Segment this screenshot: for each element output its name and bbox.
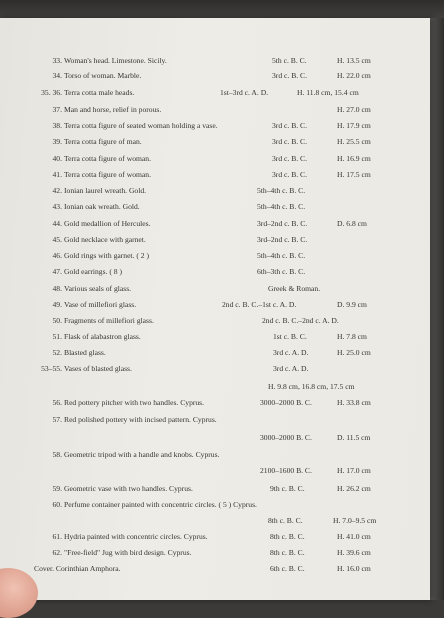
entry-description: Cover. Corinthian Amphora. — [34, 564, 121, 573]
entry-number: 39. — [52, 137, 62, 146]
entry-number: 59. — [52, 484, 62, 493]
entry-date: 6th c. B. C. — [270, 564, 305, 573]
entry-description: Perfume container painted with concentric circles. ( 5 ) Cyprus. — [64, 500, 257, 509]
entry-description: Terra cotta figure of seated woman holding a vase. — [64, 121, 218, 130]
entry-number: 61. — [52, 532, 62, 541]
entry-number: 46. — [52, 251, 62, 260]
entry-date: 3rd c. A. D. — [273, 348, 309, 357]
entry-description: Vase of millefiori glass. — [64, 300, 137, 309]
entry-description: Torso of woman. Marble. — [64, 71, 142, 80]
entry-description: Man and horse, relief in porous. — [64, 105, 162, 114]
entry-description: Hydria painted with concentric circles. Cyprus. — [64, 532, 208, 541]
entry-date: 3rd–2nd c. B. C. — [257, 219, 308, 228]
entry-description: Terra cotta male heads. — [64, 88, 135, 97]
entry-date: 3rd c. B. C. — [272, 121, 308, 130]
entry-number: 52. — [52, 348, 62, 357]
entry-date: 5th c. B. C. — [272, 56, 307, 65]
entry-dimension: H. 7.8 cm — [337, 332, 367, 341]
entry-number: 34. — [52, 71, 62, 80]
entry-description: Various seals of glass. — [64, 284, 132, 293]
entry-description: Ionian laurel wreath. Gold. — [64, 186, 147, 195]
entry-dimension: H. 39.6 cm — [337, 548, 371, 557]
entry-description: Vases of blasted glass. — [64, 364, 132, 373]
entry-date: 5th–4th c. B. C. — [257, 202, 306, 211]
entry-description: "Free-field" Jug with bird design. Cyprus. — [64, 548, 192, 557]
catalogue-entry — [0, 431, 430, 444]
entry-date: 3rd c. A. D. — [273, 364, 309, 373]
catalogue-entry — [0, 298, 430, 311]
entry-description: Flask of alabastron glass. — [64, 332, 141, 341]
catalogue-entry — [0, 482, 430, 495]
catalogue-entry — [0, 86, 430, 99]
entry-date: 1st c. B. C. — [273, 332, 307, 341]
entry-dimension: H. 17.9 cm — [337, 121, 371, 130]
entry-number: 37. — [52, 105, 62, 114]
entry-date: 3rd c. B. C. — [272, 71, 308, 80]
entry-date: 8th c. B. C. — [270, 532, 305, 541]
entry-dimension: H. 25.5 cm — [337, 137, 371, 146]
entry-number: 45. — [52, 235, 62, 244]
catalogue-entry — [0, 498, 430, 511]
entry-number: 57. — [52, 415, 62, 424]
catalogue-entry — [0, 69, 430, 82]
entry-number: 49. — [52, 300, 62, 309]
catalogue-entry — [0, 54, 430, 67]
entry-number: 44. — [52, 219, 62, 228]
entry-dimension: H. 41.0 cm — [337, 532, 371, 541]
entry-description: Gold medallion of Hercules. — [64, 219, 151, 228]
entry-dimension: H. 25.0 cm — [337, 348, 371, 357]
catalogue-entry — [0, 314, 430, 327]
entry-description: Terra cotta figure of woman. — [64, 154, 151, 163]
entry-number: 50. — [52, 316, 62, 325]
catalogue-page — [0, 18, 430, 600]
catalogue-entry — [0, 330, 430, 343]
entry-number: 38. — [52, 121, 62, 130]
entry-date: 3rd c. B. C. — [272, 137, 308, 146]
entry-date: 6th–3th c. B. C. — [257, 267, 306, 276]
entry-dimension: H. 26.2 cm — [337, 484, 371, 493]
entry-dimension: H. 22.0 cm — [337, 71, 371, 80]
entry-dimension: H. 16.9 cm — [337, 154, 371, 163]
entry-description: Geometric tripod with a handle and knobs. Cyprus. — [64, 450, 220, 459]
entry-date: 3000–2000 B. C. — [260, 398, 312, 407]
catalogue-entry — [0, 184, 430, 197]
entry-dimension: H. 17.0 cm — [337, 466, 371, 475]
catalogue-entry — [0, 217, 430, 230]
catalogue-entry — [0, 152, 430, 165]
entry-dimension: H. 11.8 cm, 15.4 cm — [297, 88, 359, 97]
entry-number: 56. — [52, 398, 62, 407]
catalogue-entry — [0, 119, 430, 132]
catalogue-entry — [0, 362, 430, 375]
entry-number: 58. — [52, 450, 62, 459]
entry-date: 9th c. B. C. — [270, 484, 305, 493]
catalogue-entry — [0, 346, 430, 359]
catalogue-entry — [0, 265, 430, 278]
entry-date: 3rd c. B. C. — [272, 170, 308, 179]
catalogue-entry — [0, 200, 430, 213]
catalogue-entry — [0, 464, 430, 477]
entry-number: 48. — [52, 284, 62, 293]
catalogue-entry — [0, 282, 430, 295]
catalogue-entry — [0, 413, 430, 426]
entry-dimension: D. 9.9 cm — [337, 300, 367, 309]
entry-date: 1st–3rd c. A. D. — [220, 88, 269, 97]
entry-description: Fragments of millefiori glass. — [64, 316, 154, 325]
catalogue-entry — [0, 380, 430, 393]
entry-date: 8th c. B. C. — [268, 516, 303, 525]
catalogue-entry — [0, 233, 430, 246]
catalogue-entry — [0, 396, 430, 409]
catalogue-entry — [0, 546, 430, 559]
entry-dimension: H. 27.0 cm — [337, 105, 371, 114]
entry-number: 62. — [52, 548, 62, 557]
entry-date: 5th–4th c. B. C. — [257, 251, 306, 260]
entry-date: 2100–1600 B. C. — [260, 466, 312, 475]
catalogue-entry — [0, 135, 430, 148]
catalogue-entry — [0, 562, 430, 575]
entry-description: Terra cotta figure of woman. — [64, 170, 151, 179]
entry-number: 60. — [52, 500, 62, 509]
entry-date: 2nd c. B. C.–1st c. A. D. — [222, 300, 297, 309]
entry-description: Ionian oak wreath. Gold. — [64, 202, 140, 211]
entry-dimension: H. 33.8 cm — [337, 398, 371, 407]
catalogue-entry — [0, 103, 430, 116]
entry-dimension: D. 11.5 cm — [337, 433, 371, 442]
entry-dimension: H. 7.0–9.5 cm — [333, 516, 377, 525]
entry-description: Blasted glass. — [64, 348, 106, 357]
entry-number: 42. — [52, 186, 62, 195]
entry-date: Greek & Roman. — [268, 284, 321, 293]
entry-number: 51. — [52, 332, 62, 341]
entry-date: H. 9.8 cm, 16.8 cm, 17.5 cm — [268, 382, 355, 391]
entry-date: 3rd c. B. C. — [272, 154, 308, 163]
catalogue-entry — [0, 168, 430, 181]
entry-description: Gold necklace with garnet. — [64, 235, 146, 244]
catalogue-entry — [0, 448, 430, 461]
entry-date: 8th c. B. C. — [270, 548, 305, 557]
entry-number: 43. — [52, 202, 62, 211]
entry-date: 5th–4th c. B. C. — [257, 186, 306, 195]
catalogue-entry — [0, 249, 430, 262]
entry-dimension: H. 16.0 cm — [337, 564, 371, 573]
entry-description: Red polished pottery with incised pattern. Cyprus. — [64, 415, 217, 424]
book-spine-edge — [430, 18, 444, 600]
entry-date: 3000–2000 B. C. — [260, 433, 312, 442]
entry-number: 40. — [52, 154, 62, 163]
entry-description: Geometric vase with two handles. Cyprus. — [64, 484, 193, 493]
entry-date: 3rd–2nd c. B. C. — [257, 235, 308, 244]
entry-description: Gold earrings. ( 8 ) — [64, 267, 122, 276]
entry-number: 53–55. — [41, 364, 62, 373]
catalogue-entry — [0, 514, 430, 527]
entry-number: 33. — [52, 56, 62, 65]
entry-dimension: H. 13.5 cm — [337, 56, 371, 65]
entry-description: Red pottery pitcher with two handles. Cyprus. — [64, 398, 205, 407]
entry-number: 41. — [52, 170, 62, 179]
entry-description: Gold rings with garnet. ( 2 ) — [64, 251, 149, 260]
entry-date: 2nd c. B. C.–2nd c. A. D. — [262, 316, 339, 325]
catalogue-entry — [0, 530, 430, 543]
entry-description: Terra cotta figure of man. — [64, 137, 142, 146]
entry-dimension: H. 17.5 cm — [337, 170, 371, 179]
entry-number: 47. — [52, 267, 62, 276]
entry-dimension: D. 6.8 cm — [337, 219, 367, 228]
entry-description: Woman's head. Limestone. Sicily. — [64, 56, 167, 65]
entry-number: 35. 36. — [41, 88, 62, 97]
